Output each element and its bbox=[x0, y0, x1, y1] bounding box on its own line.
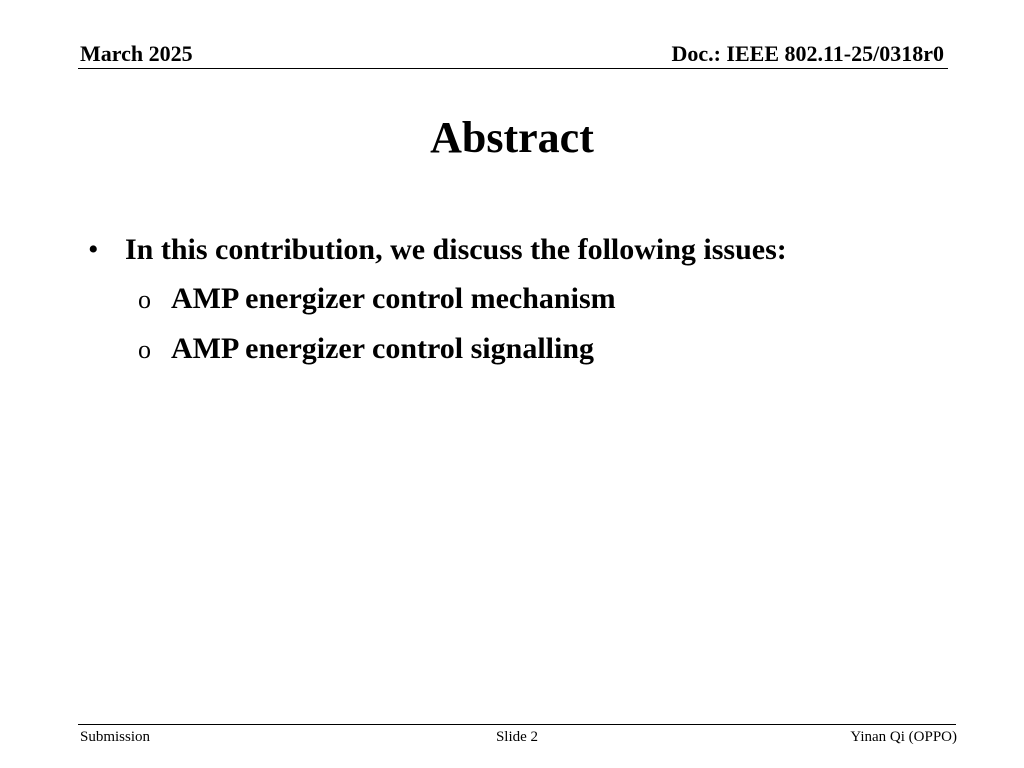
bullet-text: In this contribution, we discuss the following issues: bbox=[125, 233, 787, 266]
sub-bullet-marker: o bbox=[138, 335, 151, 364]
slide-title: Abstract bbox=[430, 113, 594, 162]
bullet-item bbox=[88, 228, 968, 272]
sub-bullet-marker: o bbox=[138, 285, 151, 314]
header-document-id: Doc.: IEEE 802.11-25/0318r0 bbox=[671, 41, 944, 66]
footer-submission: Submission bbox=[80, 729, 151, 745]
header-divider bbox=[78, 68, 948, 69]
footer-divider bbox=[78, 724, 956, 725]
footer-slide-number: Slide 2 bbox=[495, 729, 539, 745]
sub-bullet-item bbox=[88, 277, 968, 322]
sub-bullet-text: AMP energizer control signalling bbox=[171, 332, 595, 365]
header-date: March 2025 bbox=[80, 41, 193, 66]
sub-bullet-text: AMP energizer control mechanism bbox=[171, 282, 616, 315]
bullet-marker: • bbox=[88, 233, 99, 266]
footer-author: Yinan Qi (OPPO) bbox=[850, 729, 957, 745]
bullet-list bbox=[88, 228, 968, 372]
sub-bullet-item bbox=[88, 327, 968, 372]
